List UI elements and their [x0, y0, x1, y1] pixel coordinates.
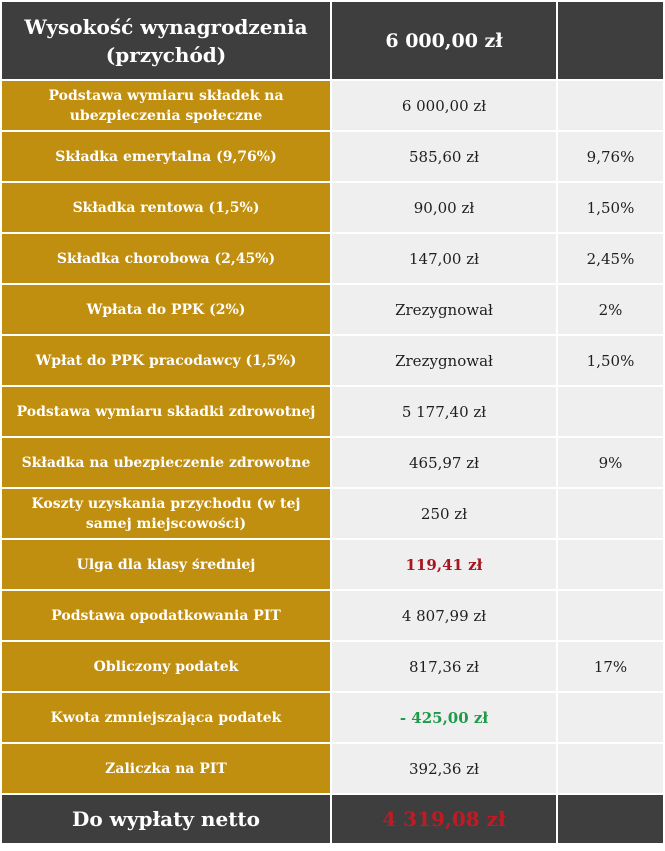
row-rate [558, 693, 663, 742]
table-row [2, 540, 663, 589]
row-label: Składka rentowa (1,5%) [2, 183, 330, 232]
row-label: Podstawa wymiaru składek na ubezpieczenia społeczne [2, 81, 330, 130]
row-label: Podstawa opodatkowania PIT [2, 591, 330, 640]
net-pay-label: Do wypłaty netto [2, 795, 330, 843]
row-label: Ulga dla klasy średniej [2, 540, 330, 589]
row-value: 817,36 zł [332, 642, 556, 691]
row-label: Składka chorobowa (2,45%) [2, 234, 330, 283]
table-row [2, 387, 663, 436]
table-row [2, 285, 663, 334]
table-row [2, 132, 663, 181]
row-value: Zrezygnował [332, 285, 556, 334]
row-value: 585,60 zł [332, 132, 556, 181]
table-row [2, 336, 663, 385]
row-rate: 2% [558, 285, 663, 334]
table-row [2, 489, 663, 538]
row-value: 147,00 zł [332, 234, 556, 283]
row-label: Składka na ubezpieczenie zdrowotne [2, 438, 330, 487]
row-value: 4 807,99 zł [332, 591, 556, 640]
row-rate [558, 540, 663, 589]
table-footer-row [2, 795, 663, 843]
row-value: Zrezygnował [332, 336, 556, 385]
middle-class-relief-value: 119,41 zł [332, 540, 556, 589]
row-rate: 2,45% [558, 234, 663, 283]
table-row [2, 234, 663, 283]
row-value: 250 zł [332, 489, 556, 538]
row-label: Kwota zmniejszająca podatek [2, 693, 330, 742]
row-label: Koszty uzyskania przychodu (w tej samej miejscowości) [2, 489, 330, 538]
row-label: Obliczony podatek [2, 642, 330, 691]
row-label: Wpłat do PPK pracodawcy (1,5%) [2, 336, 330, 385]
tax-reducing-amount-value: - 425,00 zł [332, 693, 556, 742]
row-label: Wpłata do PPK (2%) [2, 285, 330, 334]
row-rate: 17% [558, 642, 663, 691]
table-row [2, 81, 663, 130]
row-rate [558, 744, 663, 793]
gross-salary-value: 6 000,00 zł [332, 2, 556, 79]
row-rate [558, 81, 663, 130]
row-rate [558, 489, 663, 538]
row-value: 465,97 zł [332, 438, 556, 487]
row-value: 90,00 zł [332, 183, 556, 232]
row-value: 5 177,40 zł [332, 387, 556, 436]
row-value: 392,36 zł [332, 744, 556, 793]
row-label: Zaliczka na PIT [2, 744, 330, 793]
gross-salary-rate [558, 2, 663, 79]
row-rate: 9% [558, 438, 663, 487]
table-row [2, 744, 663, 793]
row-label: Podstawa wymiaru składki zdrowotnej [2, 387, 330, 436]
row-rate [558, 591, 663, 640]
net-pay-rate [558, 795, 663, 843]
table-row [2, 591, 663, 640]
table-row [2, 438, 663, 487]
row-rate: 1,50% [558, 183, 663, 232]
table-row [2, 183, 663, 232]
net-pay-value: 4 319,08 zł [332, 795, 556, 843]
table-row [2, 693, 663, 742]
table-header-row [2, 2, 663, 79]
gross-salary-label: Wysokość wynagrodzenia (przychód) [2, 2, 330, 79]
row-rate: 9,76% [558, 132, 663, 181]
row-value: 6 000,00 zł [332, 81, 556, 130]
table-row [2, 642, 663, 691]
row-label: Składka emerytalna (9,76%) [2, 132, 330, 181]
row-rate [558, 387, 663, 436]
row-rate: 1,50% [558, 336, 663, 385]
